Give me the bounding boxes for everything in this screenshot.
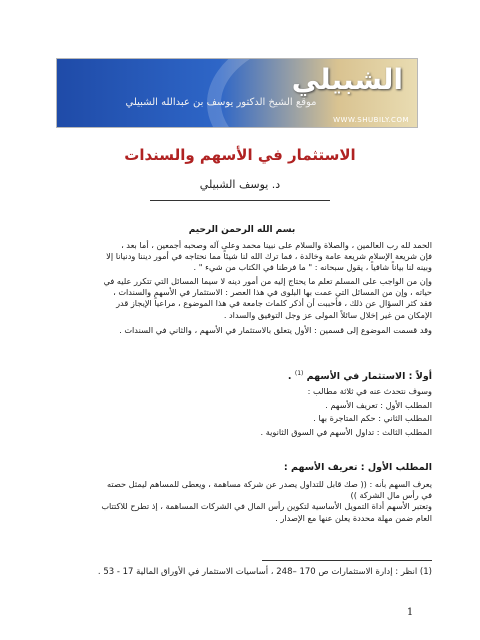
intro-line: الحمد لله رب العالمين ، والصلاة والسلام على نبينا محمد وعلى آله وصحبه أجمعين ، أما بعد ، [121, 240, 432, 250]
body-line: العام ضمن مهلة محددة يعلن عنها مع الإصدار . [275, 512, 432, 523]
intro-line: الإمكان من غير إخلال سائلاً المولى عز وجل التوفيق والسداد . [223, 309, 432, 320]
footnote-text: انظر : إدارة الاستثمارات ص 170 –248 ، أساسيات الاستثمار في الأوراق المالية 17 - 53 . [97, 567, 418, 577]
site-banner [56, 58, 418, 128]
bismillah: بسم الله الرحمن الرحيم [188, 225, 296, 235]
intro-line: وبينه لنا بياناً شافياً ، يقول سبحانه : " ما فرطنا في الكتاب من شيء " . [193, 262, 432, 273]
intro-paragraph-2 [52, 276, 432, 321]
section1-heading: أولاً : الاستثمار في الأسهم $^{(1)}$ . [287, 370, 432, 383]
site-logo: الشبيلي [291, 63, 403, 96]
section2-paragraph [52, 479, 432, 524]
intro-line: فقد كثر السؤال عن ذلك ، فأحببت أن أذكر كلمات جامعة في هذا الموضوع ، مراعياً الإيجاز قدر [116, 298, 432, 309]
site-url[interactable]: WWW.SHUBILY.COM [333, 116, 409, 124]
page-number: 1 [406, 607, 414, 618]
intro-paragraph [52, 240, 432, 274]
intro-line: وقد قسمت الموضوع إلى قسمين : الأول يتعلق بالاستثمار في الأسهم ، والثاني في السندات . [119, 325, 432, 335]
section1-heading-text: أولاً : الاستثمار في الأسهم [306, 371, 432, 383]
section2-heading: المطلب الأول : تعريف الأسهم : [283, 462, 432, 473]
body-line: يعرف السهم بأنه : (( صك قابل للتداول يصدر عن شركة مساهمة ، ويعطى للمساهم ليمثل حصته [107, 479, 432, 489]
footnote-number: (1) [419, 567, 432, 577]
intro-line: حياته ، وإن من المسائل التي عمت بها البلوى في هذا العصر : الاستثمار في الأسهم والسندات ، [113, 287, 432, 298]
list-item: المطلب الأول : تعريف الأسهم . [325, 399, 432, 410]
document-title: الاستثمار في الأسهم والسندات [124, 146, 356, 164]
footnote-ref[interactable]: (1) [294, 370, 304, 377]
list-item: المطلب الثالث : تداول الأسهم في السوق الثانوية . [260, 426, 432, 437]
footnote-divider [262, 560, 432, 561]
list-item: المطلب الثاني : حكم المتاجرة بها . [313, 413, 432, 423]
intro-line: وإن من الواجب على المسلم تعلم ما يحتاج إليه من أمور دينه لا سيما المسائل التي تتكرر عليه في [103, 276, 432, 286]
body-line: وتعتبر الأسهم أداة التمويل الأساسية لتكوين رأس المال في الشركات المساهمة ، إذ تطرح للاكتتاب [101, 501, 432, 512]
intro-paragraph-3 [52, 325, 432, 336]
section1-lead: وسوف نتحدث عنه في ثلاثة مطالب : [307, 386, 432, 396]
title-divider [150, 200, 330, 201]
footnote [52, 566, 432, 578]
site-tagline: موقع الشيخ الدكتور يوسف بن عبدالله الشبيلي [125, 97, 317, 108]
body-line: في رأس مال الشركة )) [350, 490, 432, 501]
section1-list [52, 385, 432, 439]
document-author: د. يوسف الشبيلي [199, 178, 281, 191]
intro-line: فإن شريعة الإسلام شريعة عامة وخالدة ، فما ترك الله لنا شيئاً مما نحتاجه في أمور ديننا ودنيانا إلا [106, 251, 432, 262]
